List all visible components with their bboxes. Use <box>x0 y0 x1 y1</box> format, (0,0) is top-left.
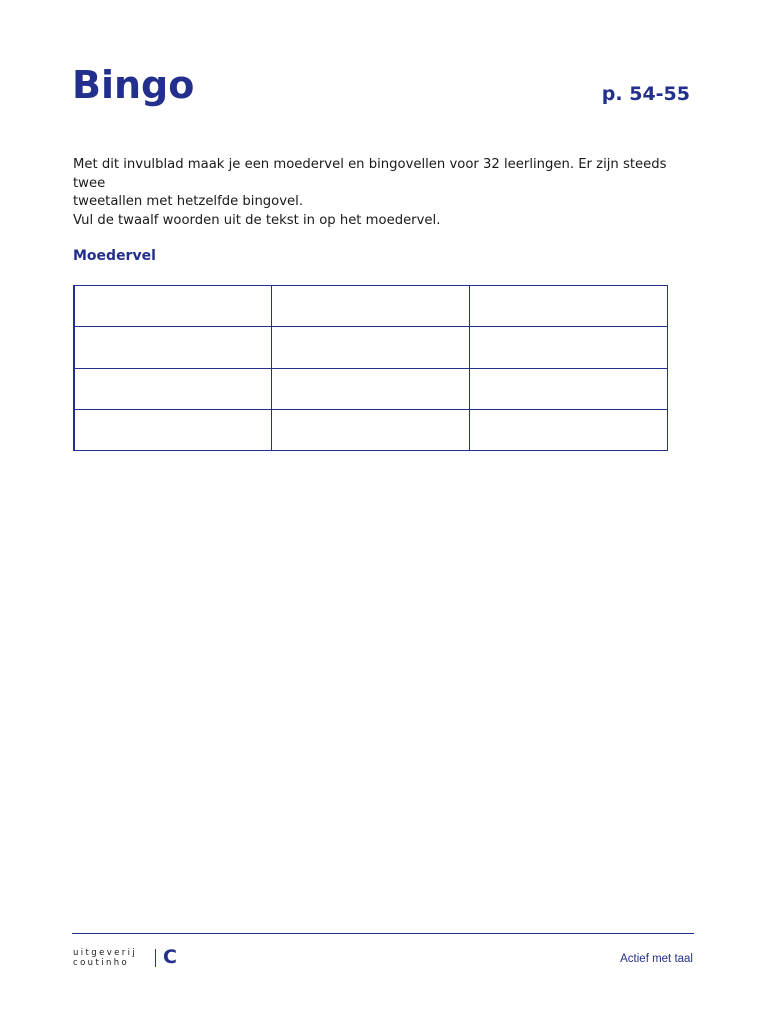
grid-cell[interactable] <box>272 368 470 409</box>
grid-cell[interactable] <box>470 368 668 409</box>
moedervel-grid <box>73 285 668 451</box>
grid-cell[interactable] <box>272 409 470 450</box>
grid-row <box>74 368 668 409</box>
instructions-line-3: Vul de twaalf woorden uit de tekst in op het moedervel. <box>73 212 441 228</box>
page-title: Bingo <box>72 63 195 107</box>
grid-cell[interactable] <box>272 286 470 327</box>
grid-cell[interactable] <box>74 286 272 327</box>
publisher-logo-wordmark <box>73 948 137 968</box>
grid-row <box>74 409 668 450</box>
logo-divider <box>155 949 156 967</box>
section-heading-moedervel: Moedervel <box>73 248 156 264</box>
grid-cell[interactable] <box>470 327 668 368</box>
grid-cell[interactable] <box>470 286 668 327</box>
instructions <box>73 156 693 230</box>
grid-row <box>74 327 668 368</box>
publisher-logo-line-1: uitgeverij <box>73 948 138 958</box>
instructions-line-2: tweetallen met hetzelfde bingovel. <box>73 194 304 209</box>
grid-cell[interactable] <box>74 327 272 368</box>
page-reference: p. 54-55 <box>601 83 690 105</box>
series-name: Actief met taal <box>620 953 693 965</box>
grid-cell[interactable] <box>74 409 272 450</box>
publisher-logo-line-2: coutinho <box>73 958 130 968</box>
grid-cell[interactable] <box>470 409 668 450</box>
footer-divider <box>72 933 694 934</box>
grid-row <box>74 286 668 327</box>
grid-cell[interactable] <box>74 368 272 409</box>
instructions-line-1: Met dit invulblad maak je een moedervel en bingovellen voor 32 leerlingen. Er zijn steeds twee <box>73 157 667 191</box>
grid-cell[interactable] <box>272 327 470 368</box>
publisher-logo-mark: C <box>163 946 177 968</box>
